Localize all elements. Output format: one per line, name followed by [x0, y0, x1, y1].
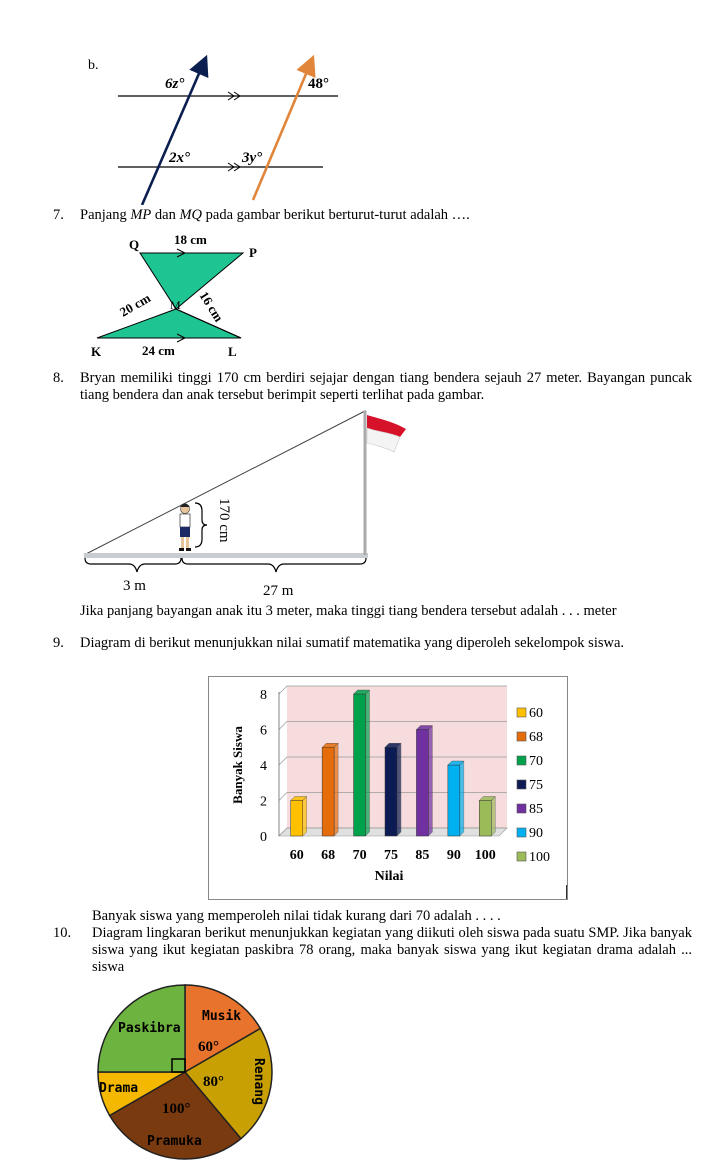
length-kl: 24 cm — [142, 343, 175, 358]
bar — [354, 694, 366, 836]
q9-number: 9. — [53, 635, 64, 651]
height-label: 170 cm — [216, 498, 232, 543]
q7-text — [80, 207, 470, 224]
length-qp: 18 cm — [174, 232, 207, 247]
triangle-qmp — [140, 253, 243, 309]
vertex-q: Q — [129, 237, 140, 252]
q6b-parallel-lines-figure — [110, 55, 350, 205]
q8-number: 8. — [53, 370, 64, 386]
y-tick-label: 6 — [260, 723, 267, 739]
legend-label: 70 — [529, 754, 543, 769]
pie-label-paskibra: Paskibra — [118, 1021, 181, 1036]
bar-side — [303, 797, 307, 837]
angle-6z: 6z° — [165, 76, 185, 92]
q7-text-part: dan — [151, 207, 180, 223]
legend-label: 100 — [529, 850, 550, 865]
legend-swatch — [517, 852, 526, 861]
legend-swatch — [517, 756, 526, 765]
vertex-k: K — [91, 344, 102, 359]
length-ml: 16 cm — [196, 288, 227, 325]
x-tick-label: 100 — [474, 848, 496, 863]
y-tick-label: 4 — [260, 759, 267, 774]
x-tick-label: 68 — [321, 848, 336, 863]
y-tick-label: 8 — [260, 688, 267, 703]
transversal-orange — [253, 62, 311, 200]
bar — [322, 747, 334, 836]
angle-48: 48° — [308, 76, 329, 92]
q7-text-mp: MP — [130, 207, 152, 223]
pie-label-renang: Renang — [251, 1058, 266, 1105]
vertex-l: L — [228, 344, 237, 359]
chart-frame-tick — [566, 885, 567, 899]
bar — [479, 801, 491, 837]
x-tick-label: 85 — [415, 848, 430, 863]
bar-side — [428, 726, 432, 837]
x-tick-label: 75 — [384, 848, 398, 863]
legend-swatch — [517, 804, 526, 813]
legend-swatch — [517, 828, 526, 837]
bar — [416, 730, 428, 837]
angle-3y: 3y° — [242, 150, 263, 166]
q9-text: Diagram di berikut menunjukkan nilai sumatif matematika yang diperoleh sekelompok siswa. — [80, 635, 625, 651]
bar — [385, 747, 397, 836]
legend-label: 68 — [529, 730, 543, 745]
q7-number: 7. — [53, 207, 64, 223]
label-27m: 27 m — [263, 583, 294, 599]
q8-flagpole-figure — [80, 405, 420, 601]
q7-text-mq: MQ — [179, 207, 203, 223]
y-axis-label: Banyak Siswa — [230, 726, 245, 804]
bar-side — [334, 743, 338, 836]
q7-triangle-figure — [85, 225, 265, 365]
pie-label-100: 100° — [162, 1101, 191, 1117]
x-axis-label: Nilai — [374, 869, 404, 884]
x-tick-label: 70 — [352, 848, 367, 863]
vertex-p: P — [249, 245, 257, 260]
x-tick-label: 90 — [446, 848, 461, 863]
x-tick-label: 60 — [289, 848, 304, 863]
bar-side — [366, 690, 370, 836]
q10-number: 10. — [53, 925, 72, 941]
q7-text-part: pada gambar berikut berturut-turut adalah …. — [202, 207, 470, 223]
pie-label-drama: Drama — [99, 1081, 139, 1096]
q7-text-part: Panjang — [80, 207, 131, 223]
pie-label-60: 60° — [198, 1039, 219, 1055]
q10-text: Diagram lingkaran berikut menunjukkan kegiatan yang diikuti oleh siswa pada suatu SMP. Jika banyak siswa yang ikut kegiatan paskibra 78 orang, maka banyak siswa yang ikut kegiatan drama adalah ... siswa — [92, 925, 692, 975]
pie-label-musik: Musik — [202, 1009, 242, 1024]
brace-3m — [85, 558, 181, 572]
label-3m: 3 m — [123, 578, 146, 594]
legend-swatch — [517, 708, 526, 717]
bar — [448, 765, 460, 836]
length-km: 20 cm — [117, 290, 153, 320]
legend-swatch — [517, 732, 526, 741]
q8-text: Bryan memiliki tinggi 170 cm berdiri sejajar dengan tiang bendera sejauh 27 meter. Bayangan puncak tiang bendera dan anak tersebut berimpit seperti terlihat pada gambar. — [80, 370, 692, 403]
y-tick-label: 0 — [260, 830, 267, 845]
bar-side — [397, 743, 401, 836]
legend-swatch — [517, 780, 526, 789]
bar-chart — [209, 677, 567, 899]
legend-label: 90 — [529, 826, 543, 841]
q10-pie-chart — [92, 980, 292, 1170]
bar-side — [460, 761, 464, 836]
legend-label: 85 — [529, 802, 543, 817]
angle-2x: 2x° — [169, 150, 190, 166]
vertex-m: M — [170, 298, 181, 312]
q9-question: Banyak siswa yang memperoleh nilai tidak kurang dari 70 adalah . . . . — [92, 908, 501, 924]
pie-label-80: 80° — [203, 1074, 224, 1090]
ground — [84, 553, 368, 558]
bar — [291, 801, 303, 837]
q6b-label: b. — [88, 58, 99, 73]
brace-27m — [182, 558, 366, 572]
pie-label-pramuka: Pramuka — [147, 1134, 202, 1149]
bar-side — [491, 797, 495, 837]
bar-chart-frame — [208, 676, 568, 900]
legend-label: 75 — [529, 778, 543, 793]
y-tick-label: 2 — [260, 794, 267, 810]
q8-question: Jika panjang bayangan anak itu 3 meter, maka tinggi tiang bendera tersebut adalah . . . meter — [80, 603, 617, 619]
legend-label: 60 — [529, 706, 543, 721]
